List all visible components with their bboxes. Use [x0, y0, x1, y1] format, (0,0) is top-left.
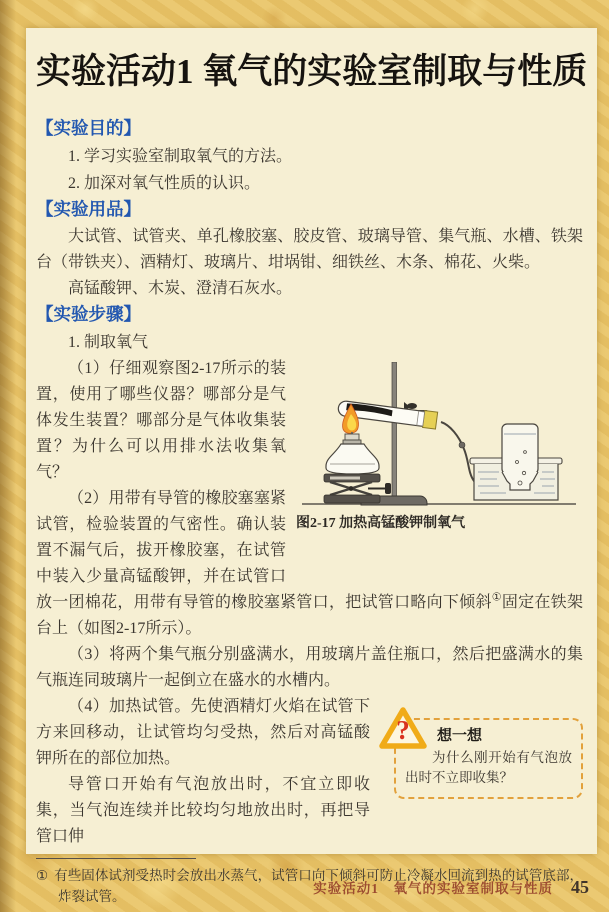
- supplies-paragraph-1: 大试管、试管夹、单孔橡胶塞、胶皮管、玻璃导管、集气瓶、水槽、铁架台（带铁夹）、酒精灯、玻璃片、坩埚钳、细铁丝、木条、棉花、火柴。: [36, 228, 583, 271]
- alcohol-lamp: [326, 432, 379, 474]
- steps-subtitle: 1. 制取氧气: [68, 334, 149, 351]
- footer-chapter-title: 实验活动1 氧气的实验室制取与性质: [313, 881, 553, 896]
- gas-collecting-bottle: [502, 424, 538, 490]
- step-4-continued-paragraph: 导管口开始有气泡放出时，不宜立即收集，当气泡连续并比较均匀地放出时，再把导管口伸: [36, 776, 370, 845]
- svg-text:?: ?: [396, 715, 410, 745]
- supplies-paragraph-2: 高锰酸钾、木炭、澄清石灰水。: [68, 280, 293, 297]
- section-heading-purpose: 【实验目的】: [36, 118, 141, 138]
- step-4-paragraph: （4）加热试管。先使酒精灯火焰在试管下方来回移动，让试管均匀受热，然后对高锰酸钾所在的部位加热。: [36, 698, 370, 767]
- apparatus-illustration: [296, 362, 583, 512]
- footer-page-number: 45: [571, 877, 589, 897]
- figure-caption: 图2-17 加热高锰酸钾制氧气: [296, 516, 466, 531]
- rubber-stopper: [423, 411, 438, 430]
- footnote-reference: ①: [491, 591, 502, 604]
- question-warning-triangle-icon: [378, 706, 428, 752]
- footnote-divider: [36, 858, 196, 859]
- section-heading-steps: 【实验步骤】: [36, 304, 141, 324]
- page-spine-shadow: [0, 0, 16, 912]
- apparatus-figure: [296, 362, 583, 534]
- think-box-title: 想一想: [437, 728, 483, 744]
- think-box-container: [378, 694, 583, 816]
- purpose-item-1: 1. 学习实验室制取氧气的方法。: [68, 148, 293, 165]
- step-2-text-cont: 固定在铁架台上（如图2-17所示）。: [36, 594, 583, 637]
- page-footer: [313, 877, 589, 898]
- step-2-text: （2）用带有导管的橡胶塞塞紧试管，检验装置的气密性。确认装置不漏气后，拔开橡胶塞，在试管中装入少量高锰酸钾，并在试管口放一团棉花，用带有导管的橡胶塞紧管口，把试管口略向下倾斜: [36, 490, 492, 611]
- page-title: 实验活动1 氧气的实验室制取与性质: [36, 52, 588, 91]
- purpose-item-2: 2. 加深对氧气性质的认识。: [68, 175, 261, 192]
- step-1-paragraph: （1）仔细观察图2-17所示的装置，使用了哪些仪器？哪部分是气体发生装置？哪部分是气体收集装置？为什么可以用排水法收集氧气？: [36, 360, 286, 481]
- think-box-question: 为什么刚开始有气泡放出时不立即收集？: [405, 750, 572, 785]
- step-3-paragraph: （3）将两个集气瓶分别盛满水，用玻璃片盖住瓶口，然后把盛满水的集气瓶连同玻璃片一起倒立在盛水的水槽内。: [36, 646, 583, 689]
- section-heading-supplies: 【实验用品】: [36, 199, 141, 219]
- footnote-marker: ①: [36, 868, 49, 883]
- footnote-body: 有些固体试剂受热时会放出水蒸气，试管口向下倾斜可防止冷凝水回流到热的试管底部，炸裂试管。: [54, 868, 583, 904]
